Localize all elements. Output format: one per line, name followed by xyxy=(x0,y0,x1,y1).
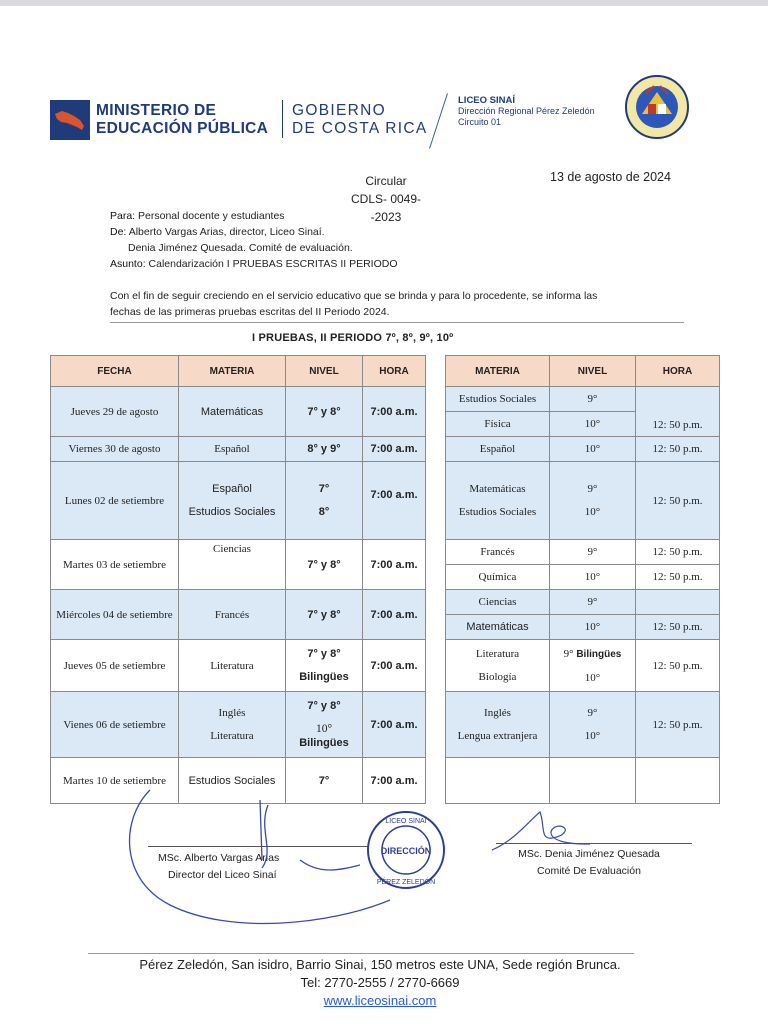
materia-value: Estudios Sociales xyxy=(188,506,276,518)
pm-materia-value: Inglés xyxy=(484,707,511,719)
materia-cell: Matemáticas xyxy=(179,387,286,437)
school-circuit: Circuito 01 xyxy=(458,117,502,127)
pm-hora-cell: 12: 50 p.m. xyxy=(636,437,720,462)
memo-header xyxy=(110,208,398,272)
table-row xyxy=(51,462,720,540)
col-header-fecha: FECHA xyxy=(51,356,179,387)
signature-line-left xyxy=(148,846,368,847)
circular-number: CDLS- 0049--2023 xyxy=(350,192,422,224)
table-row xyxy=(51,590,720,615)
materia-cell: Literatura xyxy=(179,640,286,692)
footer-phone: Tel: 2770-2555 / 2770-6669 xyxy=(300,975,460,990)
nivel-cell: 7° y 8° xyxy=(286,540,363,590)
header-slash-divider xyxy=(429,93,448,148)
pm-nivel-cell xyxy=(550,692,636,758)
pm-nivel-cell: 10° xyxy=(550,615,636,640)
table-gap xyxy=(426,356,446,387)
ministry-name xyxy=(96,102,268,138)
pm-materia-cell: Español xyxy=(446,437,550,462)
col-header-nivel: NIVEL xyxy=(286,356,363,387)
from-value-1: Alberto Vargas Arias, director, Liceo Sinaí. xyxy=(128,226,325,238)
pm-nivel-value xyxy=(552,647,633,662)
pm-nivel-value: 10° xyxy=(584,730,601,742)
pm-nivel-value: 9° xyxy=(587,707,598,719)
pm-nivel-cell: 9° xyxy=(550,540,636,565)
pm-materia-cell: Ciencias xyxy=(446,590,550,615)
footer xyxy=(60,956,700,1010)
materia-cell: Español xyxy=(179,437,286,462)
hora-cell: 7:00 a.m. xyxy=(363,692,426,758)
government-line-2: DE COSTA RICA xyxy=(292,120,428,137)
pm-materia-cell: Física xyxy=(446,412,550,437)
exam-schedule-table xyxy=(50,355,720,804)
document-date: 13 de agosto de 2024 xyxy=(550,170,671,184)
materia-value: Español xyxy=(212,483,252,495)
hora-cell: 7:00 a.m. xyxy=(363,758,426,804)
pm-nivel-bilingual: Bilingües xyxy=(576,648,622,660)
pm-hora-cell: 12: 50 p.m. xyxy=(636,565,720,590)
government-line-1: GOBIERNO xyxy=(292,102,386,119)
mep-map-logo-icon xyxy=(50,100,90,140)
pm-hora-cell: 12: 50 p.m. xyxy=(636,692,720,758)
footer-divider xyxy=(88,953,634,954)
table-row xyxy=(51,640,720,692)
table-row xyxy=(51,692,720,758)
pm-materia-value: Literatura xyxy=(475,648,520,660)
pm-nivel-cell: 9° xyxy=(550,387,636,412)
nivel-value: Bilingües xyxy=(299,737,349,749)
col-header-materia-pm: MATERIA xyxy=(446,356,550,387)
nivel-cell xyxy=(286,640,363,692)
pm-hora-cell: 12: 50 p.m. xyxy=(636,615,720,640)
fecha-cell: Jueves 05 de setiembre xyxy=(51,640,179,692)
nivel-cell: 7° y 8° xyxy=(286,590,363,640)
school-direction: Dirección Regional Pérez Zeledón xyxy=(458,106,595,116)
materia-value: Inglés xyxy=(218,707,246,719)
table-row xyxy=(51,758,720,804)
hora-cell: 7:00 a.m. xyxy=(363,540,426,590)
pm-materia-value: Matemáticas xyxy=(469,483,526,495)
pm-nivel-value: 10° xyxy=(584,506,601,518)
pm-materia-value: Biología xyxy=(478,671,517,683)
nivel-cell: 7° xyxy=(286,758,363,804)
committee-role: Comité De Evaluación xyxy=(537,865,641,877)
committee-name: MSc. Denia Jiménez Quesada xyxy=(518,848,660,860)
materia-cell xyxy=(179,462,286,540)
nivel-value: 8° xyxy=(318,506,330,518)
scan-top-border xyxy=(0,0,768,6)
col-header-nivel-pm: NIVEL xyxy=(550,356,636,387)
signature-block-director xyxy=(158,850,279,884)
pm-materia-cell xyxy=(446,462,550,540)
pm-nivel-value: 10° xyxy=(584,671,601,684)
government-name xyxy=(292,102,427,138)
hora-cell: 7:00 a.m. xyxy=(363,462,426,540)
school-name: LICEO SINAÍ xyxy=(458,95,516,106)
stamp-middle-text: DIRECCIÓN xyxy=(380,846,432,856)
subject-label: Asunto: xyxy=(110,258,146,270)
pm-materia-cell xyxy=(446,640,550,692)
fecha-cell: Vienes 06 de setiembre xyxy=(51,692,179,758)
pm-hora-cell: 12: 50 p.m. xyxy=(636,387,720,437)
from-value-2: Denia Jiménez Quesada. Comité de evaluación. xyxy=(128,242,353,254)
header-divider xyxy=(282,100,283,138)
ministry-line-2: EDUCACIÓN PÚBLICA xyxy=(96,120,269,137)
materia-cell: Francés xyxy=(179,590,286,640)
intro-paragraph xyxy=(110,288,670,320)
pm-materia-cell xyxy=(446,758,550,804)
pm-materia-cell: Estudios Sociales xyxy=(446,387,550,412)
table-gap xyxy=(426,640,446,692)
subject-line xyxy=(110,256,398,272)
school-info xyxy=(458,95,595,128)
circular-type: Circular xyxy=(365,174,407,188)
pm-nivel-cell: 10° xyxy=(550,565,636,590)
materia-cell: Ciencias xyxy=(179,540,286,590)
col-header-hora: HORA xyxy=(363,356,426,387)
hora-cell: 7:00 a.m. xyxy=(363,640,426,692)
signature-line-right xyxy=(496,843,692,844)
pm-hora-cell: 12: 50 p.m. xyxy=(636,462,720,540)
pm-hora-cell: 12: 50 p.m. xyxy=(636,640,720,692)
pm-nivel-cell xyxy=(550,462,636,540)
to-value: Personal docente y estudiantes xyxy=(138,210,285,222)
hora-cell: 7:00 a.m. xyxy=(363,387,426,437)
hora-cell: 7:00 a.m. xyxy=(363,590,426,640)
table-row xyxy=(51,437,720,462)
table-gap xyxy=(426,387,446,437)
table-gap xyxy=(426,540,446,590)
table-gap xyxy=(426,462,446,540)
footer-website-link[interactable]: www.liceosinai.com xyxy=(323,993,437,1008)
nivel-value: 7° xyxy=(318,483,330,495)
section-divider xyxy=(110,322,684,323)
fecha-cell: Viernes 30 de agosto xyxy=(51,437,179,462)
signature-block-committee xyxy=(506,846,672,880)
pm-nivel-cell: 9° xyxy=(550,590,636,615)
table-gap xyxy=(426,437,446,462)
fecha-cell: Martes 03 de setiembre xyxy=(51,540,179,590)
pm-nivel-cell: 10° xyxy=(550,437,636,462)
director-name: MSc. Alberto Vargas Arias xyxy=(158,852,280,864)
to-label: Para: xyxy=(110,210,136,222)
nivel-value: 7° y 8° xyxy=(307,648,341,660)
pm-materia-cell: Química xyxy=(446,565,550,590)
table-gap xyxy=(426,590,446,640)
nivel-cell xyxy=(286,692,363,758)
nivel-value: 10° xyxy=(315,723,333,735)
school-stamp xyxy=(364,808,448,892)
table-gap xyxy=(426,758,446,804)
materia-value: Literatura xyxy=(210,730,254,742)
pm-materia-value: Estudios Sociales xyxy=(458,506,537,518)
fecha-cell: Martes 10 de setiembre xyxy=(51,758,179,804)
pm-materia-value: Lengua extranjera xyxy=(457,730,538,742)
pm-materia-cell xyxy=(446,692,550,758)
pm-nivel-cell: 10° xyxy=(550,412,636,437)
pm-nivel-cell xyxy=(550,640,636,692)
table-header-row xyxy=(51,356,720,387)
pm-nivel-value: 9° xyxy=(587,483,598,495)
intro-line-2: fechas de las primeras pruebas escritas del II Periodo 2024. xyxy=(110,306,390,318)
stamp-top-text: LICEO SINAÍ xyxy=(385,818,427,825)
nivel-value: 7° y 8° xyxy=(307,700,341,712)
ministry-line-1: MINISTERIO DE xyxy=(96,102,217,119)
subject-value: Calendarización I PRUEBAS ESCRITAS II PERIODO xyxy=(148,258,398,270)
to-line xyxy=(110,208,398,224)
fecha-cell: Miércoles 04 de setiembre xyxy=(51,590,179,640)
pm-materia-cell: Matemáticas xyxy=(446,615,550,640)
table-title: I PRUEBAS, II PERIODO 7º, 8º, 9º, 10º xyxy=(252,332,454,344)
stamp-bottom-text: PÉREZ ZELEDÓN xyxy=(376,879,436,886)
intro-line-1: Con el fin de seguir creciendo en el servicio educativo que se brinda y para lo procedente, se informa las xyxy=(110,290,598,302)
hora-cell: 7:00 a.m. xyxy=(363,437,426,462)
pm-hora-cell: 12: 50 p.m. xyxy=(636,540,720,565)
fecha-cell: Jueves 29 de agosto xyxy=(51,387,179,437)
pm-nivel-number: 9° xyxy=(563,647,574,660)
nivel-value: Bilingües xyxy=(299,671,349,683)
nivel-cell: 8° y 9° xyxy=(286,437,363,462)
nivel-cell xyxy=(286,462,363,540)
pm-nivel-cell xyxy=(550,758,636,804)
pm-materia-cell: Francés xyxy=(446,540,550,565)
col-header-materia: MATERIA xyxy=(179,356,286,387)
school-seal-logo xyxy=(624,74,690,140)
from-line xyxy=(110,224,398,240)
table-row xyxy=(51,540,720,565)
pm-hora-cell xyxy=(636,590,720,615)
materia-cell: Estudios Sociales xyxy=(179,758,286,804)
materia-cell xyxy=(179,692,286,758)
col-header-hora-pm: HORA xyxy=(636,356,720,387)
director-role: Director del Liceo Sinaí xyxy=(168,869,277,881)
footer-address: Pérez Zeledón, San isidro, Barrio Sinai, 150 metros este UNA, Sede región Brunca. xyxy=(139,957,621,972)
table-gap xyxy=(426,692,446,758)
nivel-cell: 7° y 8° xyxy=(286,387,363,437)
pm-hora-cell xyxy=(636,758,720,804)
fecha-cell: Lunes 02 de setiembre xyxy=(51,462,179,540)
from-label: De: xyxy=(110,226,127,238)
table-row xyxy=(51,387,720,412)
